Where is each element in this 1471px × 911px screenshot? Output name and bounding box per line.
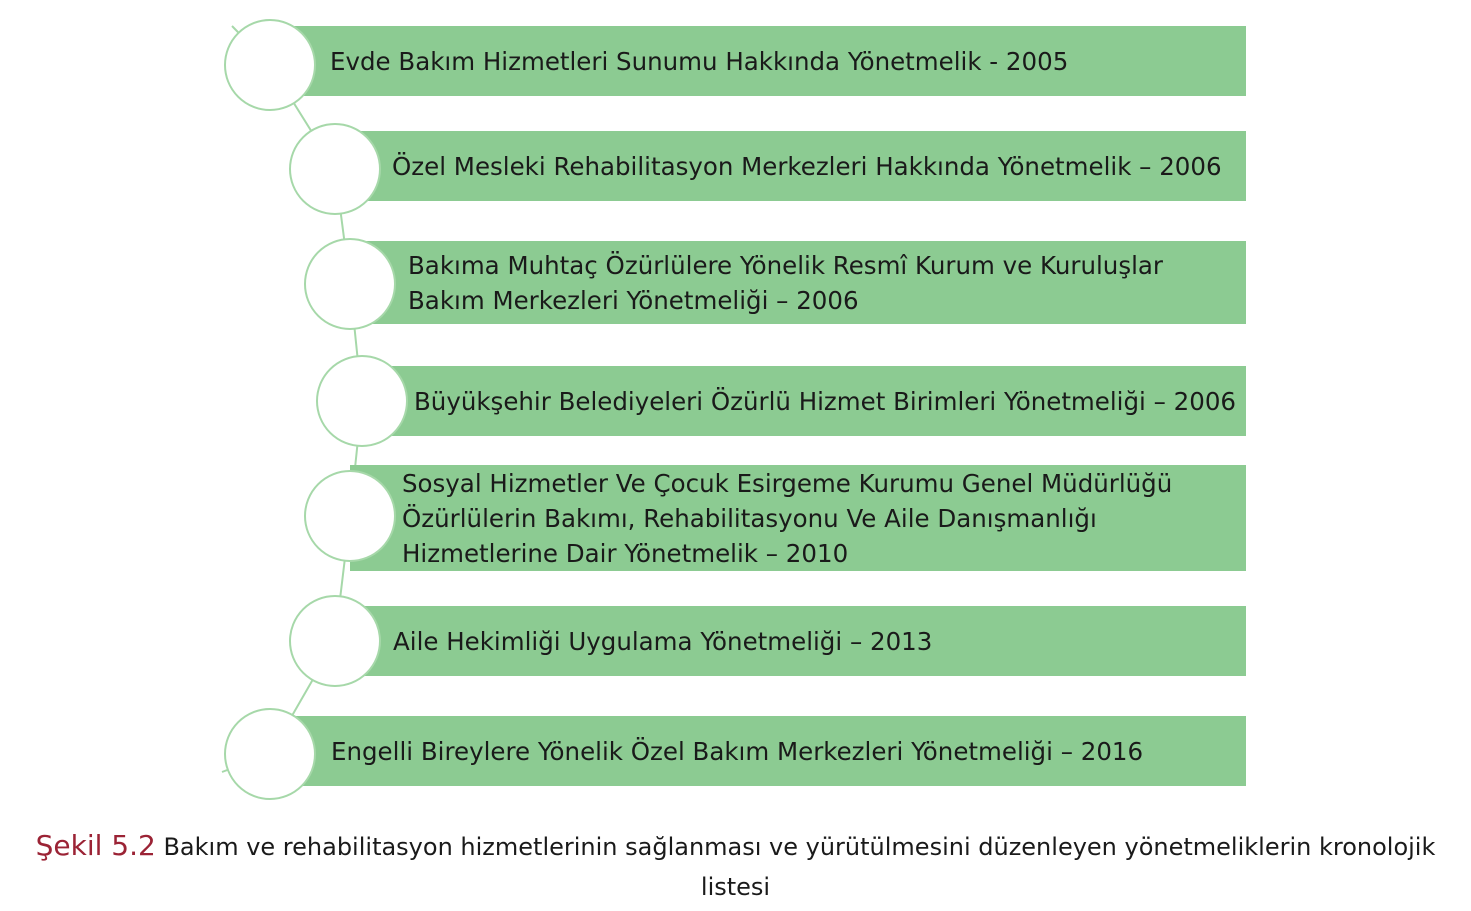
caption-label: Şekil 5.2 bbox=[35, 829, 156, 862]
timeline-bar-7 bbox=[270, 716, 1246, 786]
timeline-bar-text: Özürlülerin Bakımı, Rehabilitasyonu Ve Aile Danışmanlığı bbox=[402, 503, 1097, 533]
timeline-bar-text: Hizmetlerine Dair Yönetmelik – 2010 bbox=[402, 538, 849, 568]
timeline-bar-text: Özel Mesleki Rehabilitasyon Merkezleri Hakkında Yönetmelik – 2006 bbox=[392, 151, 1222, 181]
timeline-node-4 bbox=[316, 355, 408, 447]
figure-caption bbox=[0, 826, 1471, 907]
timeline-bar-6 bbox=[335, 606, 1246, 676]
timeline-node-6 bbox=[289, 595, 381, 687]
timeline-bar-text: Aile Hekimliği Uygulama Yönetmeliği – 2013 bbox=[393, 626, 933, 656]
timeline-bar-text: Bakım Merkezleri Yönetmeliği – 2006 bbox=[408, 285, 859, 315]
timeline-bar-1 bbox=[270, 26, 1246, 96]
timeline-node-3 bbox=[304, 238, 396, 330]
timeline-node-1 bbox=[224, 19, 316, 111]
caption-text: Bakım ve rehabilitasyon hizmetlerinin sağlanması ve yürütülmesini düzenleyen yönetmeliklerin kronolojik listesi bbox=[155, 833, 1436, 901]
timeline-node-5 bbox=[304, 470, 396, 562]
timeline-bar-text: Engelli Bireylere Yönelik Özel Bakım Merkezleri Yönetmeliği – 2016 bbox=[331, 736, 1144, 766]
timeline-bar-4 bbox=[362, 366, 1246, 436]
timeline-bar-text: Büyükşehir Belediyeleri Özürlü Hizmet Birimleri Yönetmeliği – 2006 bbox=[414, 386, 1237, 416]
timeline-node-2 bbox=[289, 123, 381, 215]
timeline-bar-5 bbox=[350, 465, 1246, 571]
timeline-bar-2 bbox=[335, 131, 1246, 201]
timeline-bar-text: Evde Bakım Hizmetleri Sunumu Hakkında Yönetmelik - 2005 bbox=[330, 46, 1069, 76]
timeline-node-7 bbox=[224, 708, 316, 800]
timeline-bar-text: Sosyal Hizmetler Ve Çocuk Esirgeme Kurumu Genel Müdürlüğü bbox=[402, 468, 1173, 498]
timeline-bar-3 bbox=[350, 241, 1246, 324]
timeline-bar-text: Bakıma Muhtaç Özürlülere Yönelik Resmî Kurum ve Kuruluşlar bbox=[408, 250, 1163, 280]
